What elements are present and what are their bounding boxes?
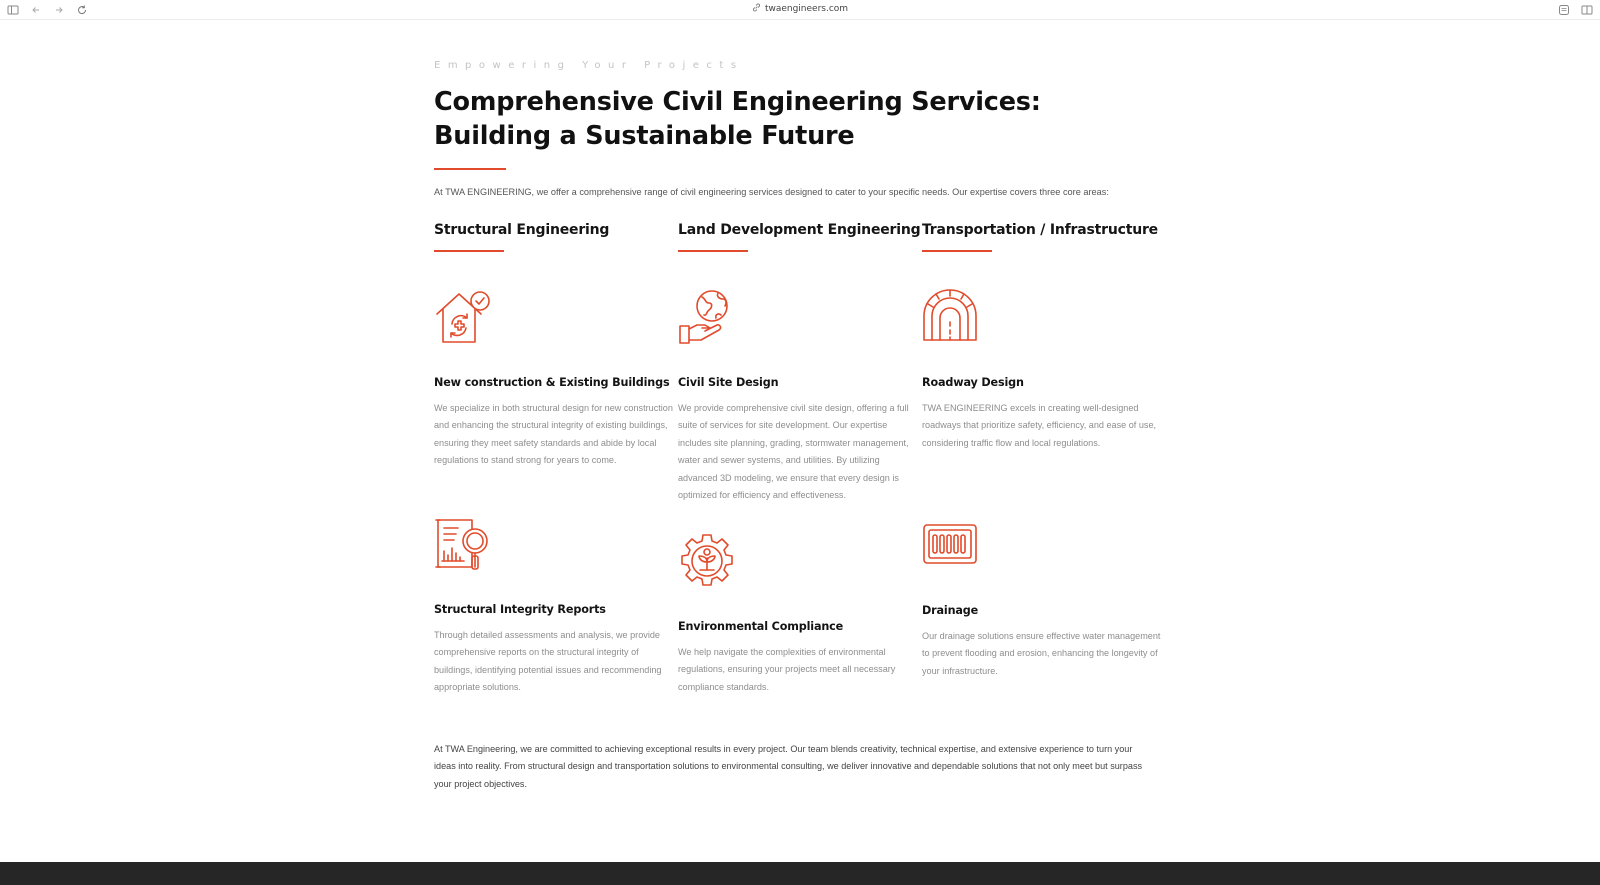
- page-title: Comprehensive Civil Engineering Services: Building a Sustainable Future: [434, 87, 1041, 151]
- service-title: Civil Site Design: [678, 376, 779, 389]
- section-eyebrow: Empowering Your Projects: [434, 60, 744, 71]
- service-title: Environmental Compliance: [678, 620, 844, 633]
- tunnel-road-icon: [922, 288, 980, 346]
- column-heading: Land Development Engineering: [678, 222, 921, 238]
- address-bar[interactable]: [0, 3, 1600, 15]
- service-card: [434, 288, 674, 346]
- house-repair-icon: [434, 288, 492, 346]
- column-land-development: [678, 222, 921, 252]
- column-transportation: [922, 222, 1160, 252]
- service-card: [922, 604, 1162, 680]
- column-underline: [678, 250, 748, 252]
- service-description: We help navigate the complexities of environmental regulations, ensuring your projects meet all necessary compliance standards.: [678, 647, 896, 692]
- service-description: Our drainage solutions ensure effective water management to prevent flooding and erosion, enhancing the longevity of your infrastructure.: [922, 631, 1161, 676]
- reader-icon[interactable]: [1557, 3, 1571, 17]
- intro-text: At TWA ENGINEERING, we offer a comprehensive range of civil engineering services designed to cater to your specific needs. Our expertise covers three core areas:: [434, 187, 1109, 197]
- service-description: We specialize in both structural design for new construction and enhancing the structural integrity of existing buildings, ensuring they meet safety standards and abide by local regulations to stand strong for years to come.: [434, 403, 673, 466]
- column-underline: [922, 250, 992, 252]
- service-title: Roadway Design: [922, 376, 1024, 389]
- service-card: [678, 532, 918, 590]
- column-structural: [434, 222, 672, 252]
- title-underline: [434, 168, 506, 170]
- service-card: [678, 620, 918, 696]
- column-heading: Transportation / Infrastructure: [922, 222, 1158, 238]
- service-title: Drainage: [922, 604, 979, 617]
- column-heading: Structural Engineering: [434, 222, 610, 238]
- link-icon: [752, 3, 761, 15]
- service-card: [678, 288, 918, 346]
- service-card: [922, 376, 1162, 452]
- split-view-icon[interactable]: [1580, 3, 1594, 17]
- service-card: [678, 376, 918, 504]
- eco-gear-icon: [678, 532, 736, 590]
- service-title: New construction & Existing Buildings: [434, 376, 670, 389]
- closing-paragraph: At TWA Engineering, we are committed to achieving exceptional results in every project. Our team blends creativity, technical expertise, and extensive experience to turn your ideas into reality. From structural design and transportation solutions to environmental consulting, we deliver innovative and dependable solutions that not only meet but surpass your project objectives.: [434, 744, 1143, 789]
- service-card: [434, 515, 674, 573]
- service-description: Through detailed assessments and analysis, we provide comprehensive reports on the structural integrity of buildings, identifying potential issues and recommending appropriate solutions.: [434, 630, 662, 693]
- service-title: Structural Integrity Reports: [434, 603, 606, 616]
- service-card: [434, 376, 674, 470]
- service-description: We provide comprehensive civil site design, offering a full suite of services for site development. Our expertise includes site planning, grading, stormwater management, water and sewer systems, and utilities. By utilizing advanced 3D modeling, we ensure that every design is optimized for efficiency and effectiveness.: [678, 403, 909, 501]
- column-underline: [434, 250, 504, 252]
- footer: [0, 862, 1600, 885]
- service-card: [922, 288, 1162, 346]
- service-description: TWA ENGINEERING excels in creating well-designed roadways that prioritize safety, efficiency, and ease of use, considering traffic flow and local regulations.: [922, 403, 1157, 448]
- service-card: [434, 603, 674, 697]
- report-magnifier-icon: [434, 515, 492, 573]
- service-card: [922, 515, 1162, 573]
- url-text: twaengineers.com: [764, 4, 849, 14]
- drainage-grate-icon: [922, 515, 980, 573]
- browser-toolbar: [0, 0, 1600, 20]
- globe-hand-icon: [678, 288, 736, 346]
